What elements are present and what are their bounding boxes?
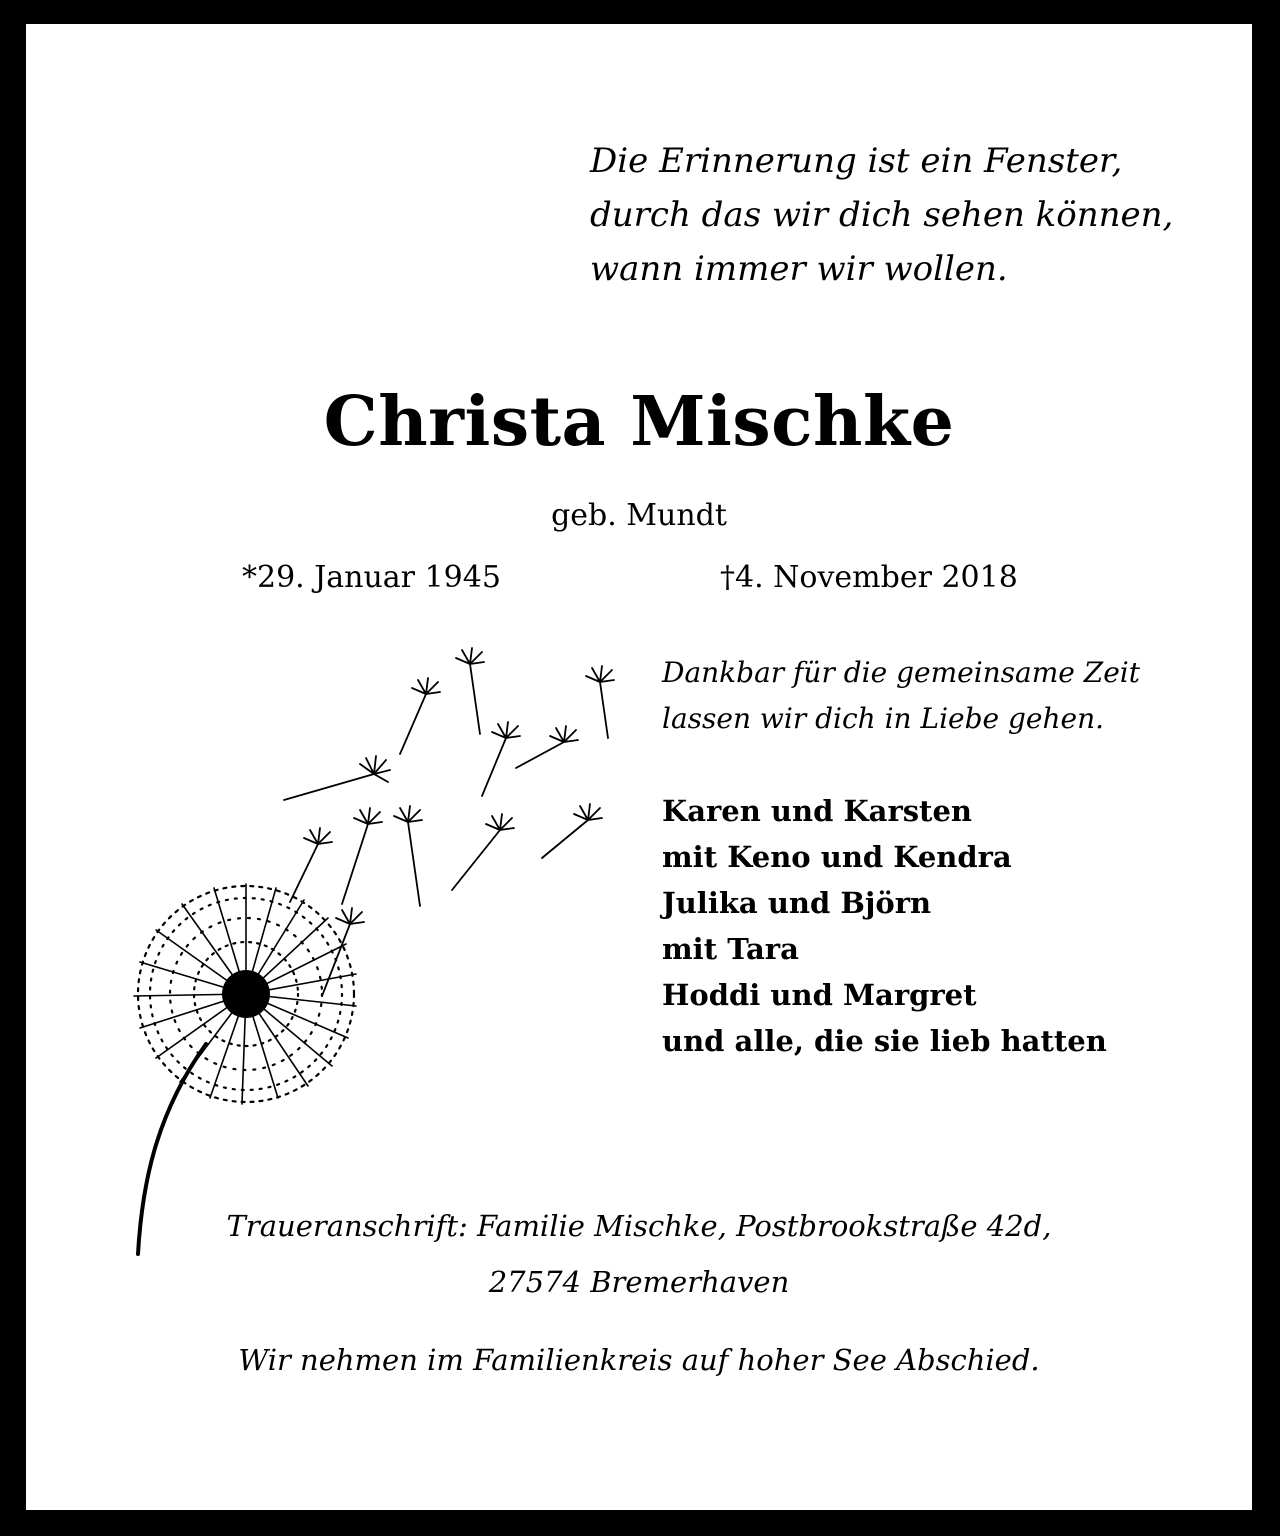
deceased-name: Christa Mischke bbox=[323, 382, 955, 462]
mourner-line: Julika und Björn bbox=[662, 886, 932, 920]
seed bbox=[586, 666, 614, 738]
obituary-notice bbox=[26, 24, 1252, 1510]
death-date: †4. November 2018 bbox=[720, 560, 1018, 595]
address-line: 27574 Bremerhaven bbox=[488, 1265, 790, 1299]
mourner-line: und alle, die sie lieb hatten bbox=[662, 1024, 1107, 1058]
farewell-note: Wir nehmen im Familienkreis auf hoher See Abschied. bbox=[238, 1343, 1040, 1377]
thanks-line: lassen wir dich in Liebe gehen. bbox=[662, 702, 1105, 735]
mourners-list bbox=[662, 788, 1107, 1064]
seed bbox=[452, 814, 514, 890]
address-line: Traueranschrift: Familie Mischke, Postbrookstraße 42d, bbox=[226, 1209, 1052, 1243]
dandelion-illustration bbox=[86, 624, 646, 1284]
mourner-line: mit Keno und Kendra bbox=[662, 840, 1012, 874]
seed bbox=[400, 678, 440, 754]
thanks-text bbox=[662, 650, 1140, 742]
mourning-address bbox=[26, 1198, 1252, 1310]
seed bbox=[394, 806, 422, 906]
seed bbox=[342, 808, 382, 904]
seed bbox=[516, 726, 578, 768]
quote-line: durch das wir dich sehen können, bbox=[590, 195, 1174, 235]
seed bbox=[542, 804, 602, 858]
mourner-line: mit Tara bbox=[662, 932, 799, 966]
seed bbox=[482, 722, 520, 796]
seed bbox=[456, 648, 484, 734]
quote-line: Die Erinnerung ist ein Fenster, bbox=[590, 141, 1123, 181]
mourner-line: Karen und Karsten bbox=[662, 794, 972, 828]
seed bbox=[284, 756, 390, 800]
maiden-name: geb. Mundt bbox=[551, 498, 727, 533]
thanks-line: Dankbar für die gemeinsame Zeit bbox=[662, 656, 1140, 689]
birth-date: *29. Januar 1945 bbox=[242, 560, 501, 595]
memorial-quote bbox=[590, 134, 1173, 296]
quote-line: wann immer wir wollen. bbox=[590, 249, 1008, 289]
seed bbox=[290, 828, 332, 902]
mourner-line: Hoddi und Margret bbox=[662, 978, 977, 1012]
